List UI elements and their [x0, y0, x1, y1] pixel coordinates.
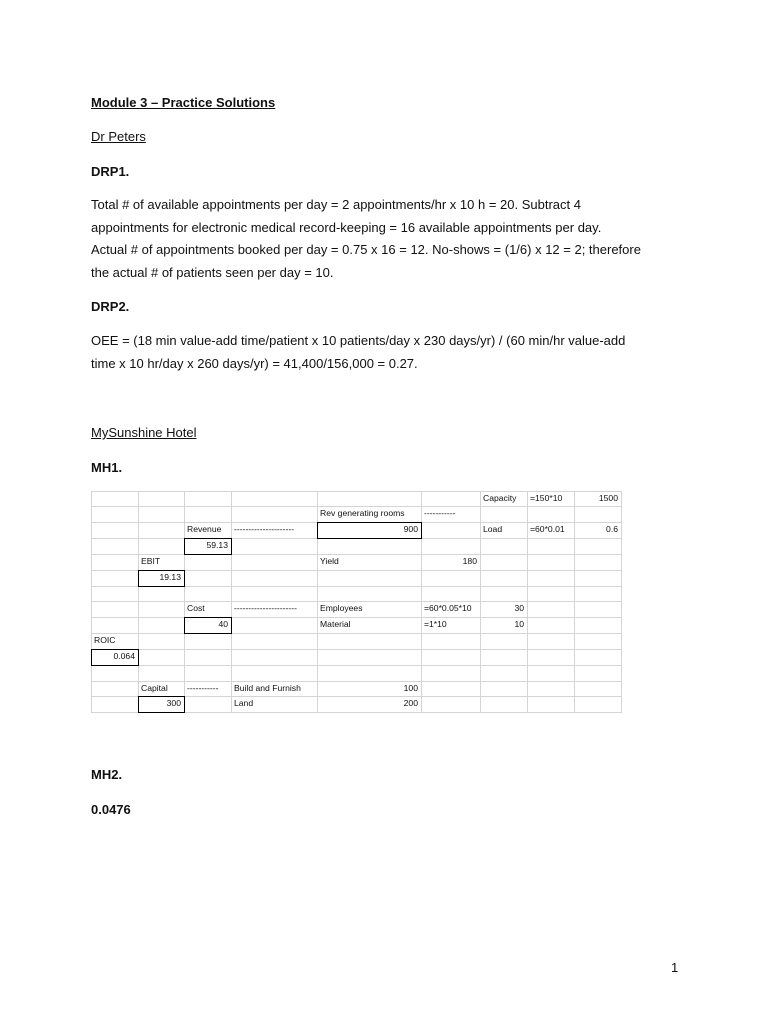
employees-formula: =60*0.05*10	[424, 603, 472, 613]
drp2-answer	[91, 330, 691, 375]
land-value: 200	[403, 698, 418, 708]
roic-value: 0.064	[113, 651, 135, 661]
mh2-label: MH2.	[91, 767, 123, 782]
employees-label: Employees	[320, 603, 363, 613]
page-title: Module 3 – Practice Solutions	[91, 95, 276, 110]
drp1-answer	[91, 194, 691, 284]
revenue-dash: ---------------------	[234, 524, 295, 534]
ebit-label: EBIT	[141, 556, 161, 566]
yield-label: Yield	[320, 556, 339, 566]
material-value: 10	[514, 619, 524, 629]
revenue-label: Revenue	[187, 524, 222, 534]
load-value: 0.6	[606, 524, 618, 534]
rev-rooms-label: Rev generating rooms	[320, 508, 405, 518]
cost-label: Cost	[187, 603, 205, 613]
capital-dash: -----------	[187, 683, 219, 693]
employees-value: 30	[514, 603, 524, 613]
mh2-answer: 0.0476	[91, 802, 131, 817]
drp1-line: appointments for electronic medical record-keeping = 16 available appointments per day.	[91, 219, 602, 235]
section-heading-mysunshine-hotel: MySunshine Hotel	[91, 425, 197, 440]
material-label: Material	[320, 619, 351, 629]
land-label: Land	[234, 698, 254, 708]
roic-label: ROIC	[94, 635, 116, 645]
yield-value: 180	[462, 556, 477, 566]
cost-value: 40	[218, 619, 228, 629]
capacity-value: 1500	[598, 493, 618, 503]
section-heading-dr-peters: Dr Peters	[91, 129, 146, 144]
mh1-label: MH1.	[91, 460, 123, 475]
drp2-line: time x 10 hr/day x 260 days/yr) = 41,400/156,000 = 0.27.	[91, 355, 418, 371]
load-formula: =60*0.01	[530, 524, 565, 534]
capital-label: Capital	[141, 683, 168, 693]
drp2-label: DRP2.	[91, 299, 130, 314]
load-label: Load	[483, 524, 503, 534]
drp1-line: the actual # of patients seen per day = 10.	[91, 264, 334, 280]
capacity-formula: =150*10	[530, 493, 563, 503]
drp1-line: Actual # of appointments booked per day = 0.75 x 16 = 12. No-shows = (1/6) x 12 = 2; therefore	[91, 242, 641, 257]
spreadsheet-table	[91, 491, 622, 713]
ebit-value: 19.13	[159, 572, 181, 582]
capacity-label: Capacity	[483, 493, 517, 503]
drp1-label: DRP1.	[91, 164, 130, 179]
page-number: 1	[671, 960, 679, 975]
rev-rooms-dash: -----------	[424, 508, 456, 518]
capital-value: 300	[166, 698, 181, 708]
material-formula: =1*10	[424, 619, 447, 629]
drp1-line: Total # of available appointments per day = 2 appointments/hr x 10 h = 20. Subtract 4	[91, 197, 581, 212]
build-value: 100	[403, 683, 418, 693]
build-label: Build and Furnish	[234, 683, 301, 693]
cost-dash: ----------------------	[234, 603, 297, 613]
revenue-value: 59.13	[206, 540, 228, 550]
rev-rooms-value: 900	[403, 524, 418, 534]
drp2-line: OEE = (18 min value-add time/patient x 10 patients/day x 230 days/yr) / (60 min/hr value-add	[91, 333, 626, 348]
